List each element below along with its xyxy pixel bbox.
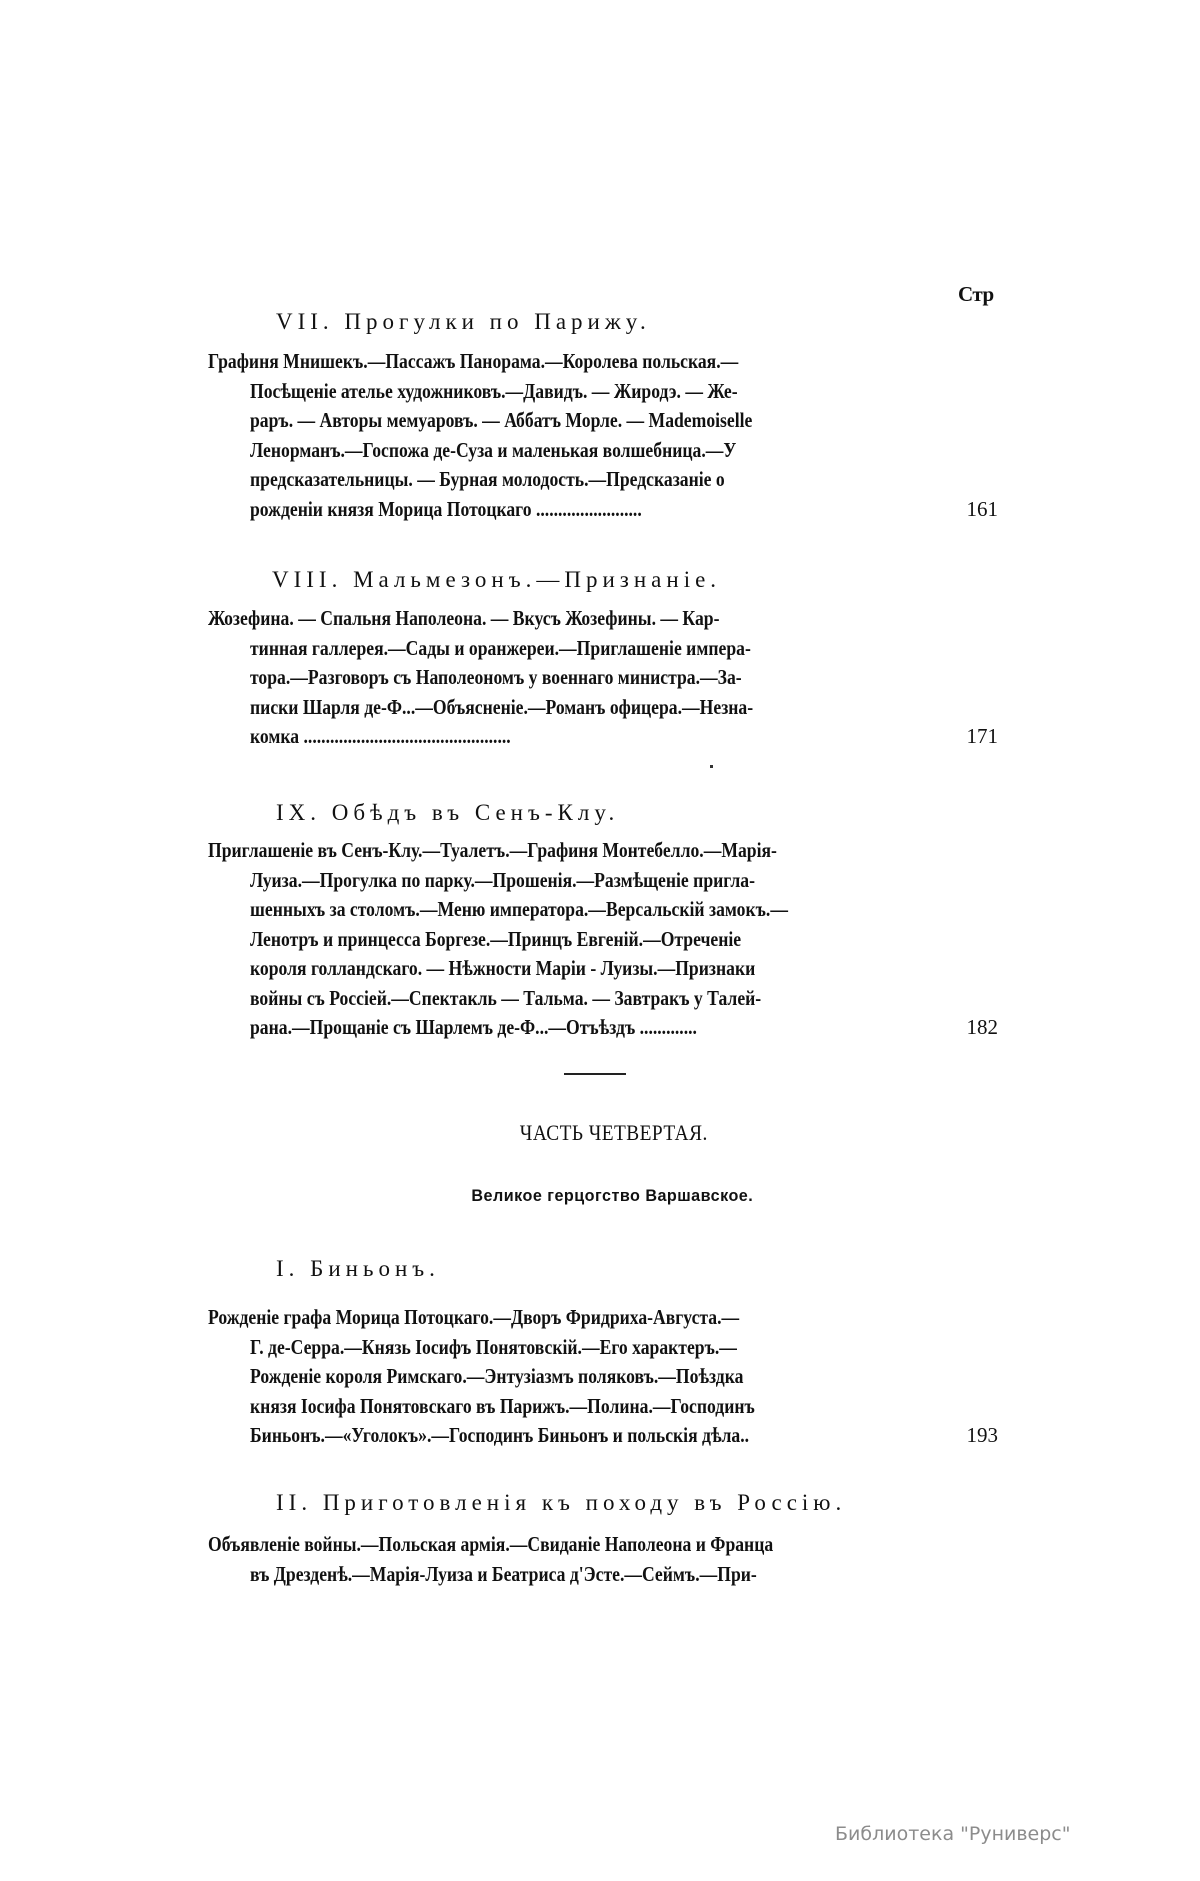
page-number: 171 (966, 724, 998, 748)
summary-line: Графиня Мнишекъ.—Пассажъ Панорама.—Королева польская.— (208, 349, 739, 373)
chapter-title: VIII. Мальмезонъ.—Признаніе. (272, 567, 722, 592)
summary-line: тинная галлерея.—Сады и оранжереи.—Приглашеніе импера- (250, 635, 751, 660)
summary-line: Приглашеніе въ Сенъ-Клу.—Туалетъ.—Графиня Монтебелло.—Марія- (208, 838, 777, 862)
summary-line: Объявленіе войны.—Польская армія.—Свиданіе Наполеона и Франца (208, 1532, 774, 1556)
summary-line: Луиза.—Прогулка по парку.—Прошенія.—Размѣщеніе пригла- (250, 867, 755, 892)
chapter-title: VII. Прогулки по Парижу. (276, 309, 651, 334)
chapter-summary (208, 347, 998, 524)
summary-line: комка ............................................... 171 (208, 722, 998, 752)
summary-line: Посѣщеніе ателье художниковъ.—Давидъ. — Жиродэ. — Же- (250, 378, 738, 403)
page-number: 182 (966, 1015, 998, 1039)
summary-line: короля голландскаго. — Нѣжности Маріи - Луизы.—Признаки (250, 956, 756, 980)
chapter-summary (208, 604, 998, 752)
summary-line: Жозефина. — Спальня Наполеона. — Вкусъ Жозефины. — Кар- (208, 606, 720, 630)
summary-line: войны съ Россіей.—Спектакль — Тальма. — Завтракъ у Талей- (250, 985, 762, 1010)
summary-line: Рожденіе короля Римскаго.—Энтузіазмъ поляковъ.—Поѣздка (250, 1364, 744, 1388)
summary-line: Ленотръ и принцесса Боргезе.—Принцъ Евгеній.—Отреченіе (250, 926, 742, 951)
summary-line: тора.—Разговоръ съ Наполеономъ у военнаго министра.—За- (250, 665, 742, 689)
summary-line: Рожденіе графа Морица Потоцкаго.—Дворъ Фридриха-Августа.— (208, 1305, 740, 1329)
chapter-title: II. Приготовленія къ походу въ Россію. (276, 1490, 847, 1515)
summary-line: Г. де-Серра.—Князь Іосифъ Понятовскій.—Его характеръ.— (250, 1334, 737, 1359)
summary-line: рожденіи князя Морица Потоцкаго ........................ 161 (208, 495, 998, 525)
chapter-title: I. Биньонъ. (276, 1256, 440, 1281)
page-number: 161 (966, 496, 998, 521)
chapter-title: IX. Обѣдъ въ Сенъ-Клу. (276, 800, 620, 825)
chapter-summary (208, 1303, 998, 1451)
summary-line: писки Шарля де-Ф...—Объясненіе.—Романъ офицера.—Незна- (250, 694, 754, 719)
summary-line: раръ. — Авторы мемуаровъ. — Аббатъ Морле. — Mademoiselle (250, 408, 753, 432)
summary-line: предсказательницы. — Бурная молодость.—Предсказаніе о (250, 467, 725, 491)
section-divider (564, 1073, 626, 1075)
summary-line: князя Іосифа Понятовскаго въ Парижъ.—Полина.—Господинъ (250, 1393, 755, 1418)
page-column-header: Стр (958, 282, 994, 306)
part-subtitle: Великое герцогство Варшавское. (471, 1186, 753, 1205)
part-title: ЧАСТЬ ЧЕТВЕРТАЯ. (520, 1120, 708, 1145)
summary-line: Ленорманъ.—Госпожа де-Суза и маленькая волшебница.—У (250, 437, 737, 462)
chapter-summary (208, 1530, 998, 1589)
summary-line: шенныхъ за столомъ.—Меню императора.—Версальскій замокъ.— (250, 897, 788, 921)
print-speck (710, 765, 713, 768)
summary-line: рана.—Прощаніе съ Шарлемъ де-Ф...—Отъѣздъ ............. 182 (208, 1013, 998, 1043)
summary-line: въ Дрезденѣ.—Марія-Луиза и Беатриса д'Эсте.—Сеймъ.—При- (250, 1561, 757, 1586)
page-number: 193 (966, 1423, 998, 1447)
library-watermark: Библиотека "Руниверс" (835, 1823, 1071, 1845)
chapter-summary (208, 836, 998, 1043)
summary-line: Биньонъ.—«Уголокъ».—Господинъ Биньонъ и польскія дѣла.. 193 (208, 1421, 998, 1451)
